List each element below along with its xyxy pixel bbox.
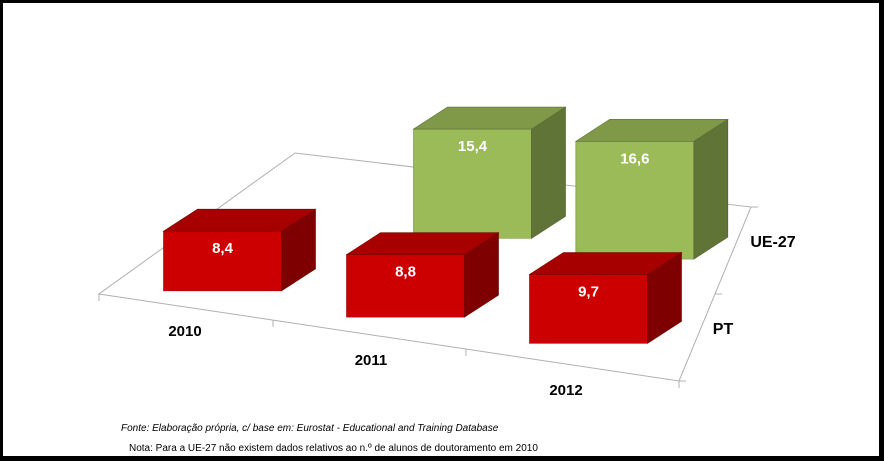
bar-ue-27-2011 xyxy=(414,107,566,238)
bar-pt-2010 xyxy=(164,209,316,291)
data-label: 8,8 xyxy=(395,263,416,281)
data-label: 15,4 xyxy=(457,138,488,156)
data-label: 16,6 xyxy=(620,150,650,168)
chart-notes xyxy=(3,421,879,456)
bar-pt-2012 xyxy=(530,253,682,344)
category-label-2011: 2011 xyxy=(354,352,388,369)
category-label-2010: 2010 xyxy=(168,323,202,340)
category-label-2012: 2012 xyxy=(549,382,583,399)
bar-side-face xyxy=(694,119,728,259)
source-text: Fonte: Elaboração própria, c/ base em: Eurostat - Educational and Training Database xyxy=(121,423,499,434)
bar-ue-27-2012 xyxy=(576,119,728,259)
series-label-pt: PT xyxy=(712,321,734,338)
note-text: Nota: Para a UE-27 não existem dados relativos ao n.º de alunos de doutoramento em 2010 xyxy=(129,443,538,454)
bar-pt-2011 xyxy=(347,233,499,317)
chart-3d-bar xyxy=(3,3,879,423)
data-label: 8,4 xyxy=(212,240,233,258)
data-label: 9,7 xyxy=(578,283,599,301)
series-label-ue-27: UE-27 xyxy=(750,234,796,251)
chart-panel xyxy=(3,3,879,456)
bar-side-face xyxy=(532,107,566,238)
